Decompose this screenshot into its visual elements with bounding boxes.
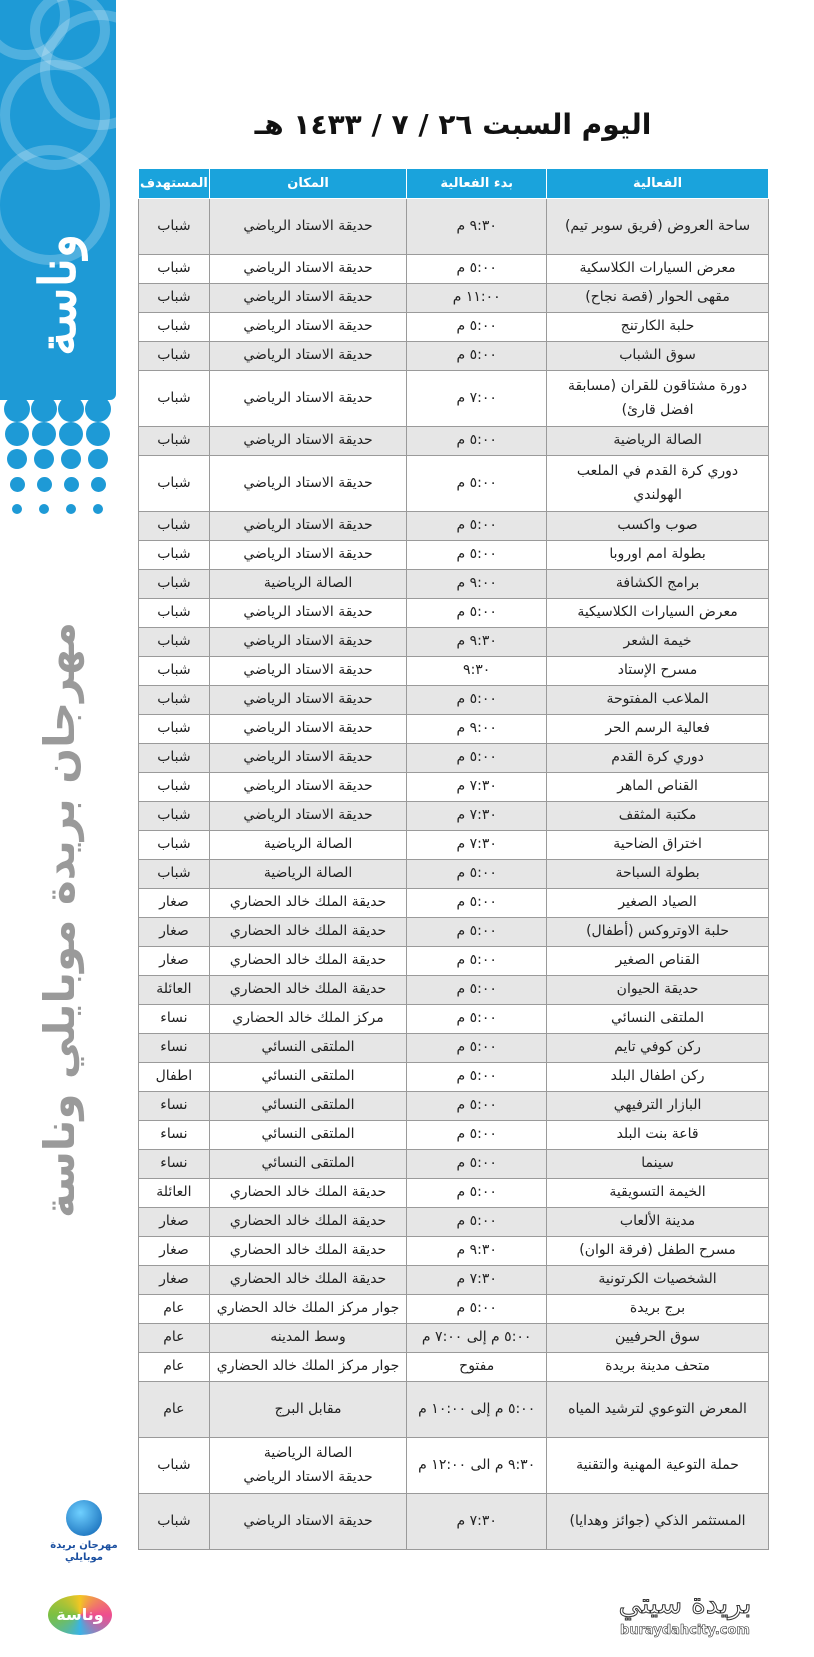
event-name-cell: بطولة السباحة — [547, 860, 769, 889]
wanasa-logo: وناسة — [48, 1595, 112, 1635]
audience-cell: شباب — [139, 342, 210, 371]
start-time-cell: ٥:٠٠ م — [407, 342, 547, 371]
dot — [10, 477, 25, 492]
audience-cell: عام — [139, 1382, 210, 1438]
start-time-cell: ٥:٠٠ م — [407, 541, 547, 570]
start-time-cell: ٩:٣٠ م الى ١٢:٠٠ م — [407, 1438, 547, 1494]
table-row — [139, 1266, 769, 1295]
table-row — [139, 715, 769, 744]
table-row — [139, 541, 769, 570]
audience-cell: صغار — [139, 889, 210, 918]
place-cell: الصالة الرياضية حديقة الاستاد الرياضي — [209, 1438, 406, 1494]
event-name-cell: ركن كوفي تايم — [547, 1034, 769, 1063]
event-name-cell: فعالية الرسم الحر — [547, 715, 769, 744]
place-cell: الملتقى النسائي — [209, 1121, 406, 1150]
table-row — [139, 284, 769, 313]
event-name-cell: البازار الترفيهي — [547, 1092, 769, 1121]
start-time-cell: ٥:٠٠ م — [407, 1005, 547, 1034]
audience-cell: نساء — [139, 1121, 210, 1150]
dot — [85, 396, 111, 422]
place-cell: حديقة الاستاد الرياضي — [209, 456, 406, 512]
events-table — [138, 168, 769, 1550]
table-row — [139, 889, 769, 918]
dot — [12, 504, 22, 514]
event-name-cell: دورة مشتاقون للقران (مسابقة افضل قارئ) — [547, 371, 769, 427]
event-name-cell: مسرح الطفل (فرقة الوان) — [547, 1237, 769, 1266]
audience-cell: شباب — [139, 715, 210, 744]
event-name-cell: القناص الماهر — [547, 773, 769, 802]
header-start: بدء الفعالية — [407, 169, 547, 199]
dot — [7, 449, 27, 469]
dot — [61, 449, 81, 469]
start-time-cell: ٩:٠٠ م — [407, 715, 547, 744]
dot — [66, 504, 76, 514]
table-row — [139, 371, 769, 427]
table-row — [139, 1295, 769, 1324]
table-row — [139, 1438, 769, 1494]
table-row — [139, 1208, 769, 1237]
place-cell: مقابل البرج — [209, 1382, 406, 1438]
start-time-cell: ٥:٠٠ م — [407, 427, 547, 456]
start-time-cell: ٥:٠٠ م — [407, 313, 547, 342]
audience-cell: شباب — [139, 199, 210, 255]
place-cell: الملتقى النسائي — [209, 1063, 406, 1092]
place-cell: حديقة الاستاد الرياضي — [209, 255, 406, 284]
table-row — [139, 1179, 769, 1208]
table-row — [139, 1324, 769, 1353]
audience-cell: شباب — [139, 686, 210, 715]
event-name-cell: دوري كرة القدم في الملعب الهولندي — [547, 456, 769, 512]
event-name-cell: سوق الحرفيين — [547, 1324, 769, 1353]
dot — [58, 396, 84, 422]
audience-cell: شباب — [139, 599, 210, 628]
table-row — [139, 199, 769, 255]
table-row — [139, 570, 769, 599]
start-time-cell: ٥:٠٠ م — [407, 976, 547, 1005]
audience-cell: شباب — [139, 1494, 210, 1550]
dot — [4, 396, 30, 422]
event-name-cell: حملة التوعية المهنية والتقنية — [547, 1438, 769, 1494]
place-cell: حديقة الاستاد الرياضي — [209, 541, 406, 570]
dot — [34, 449, 54, 469]
table-row — [139, 1237, 769, 1266]
place-cell: الملتقى النسائي — [209, 1034, 406, 1063]
audience-cell: العائلة — [139, 976, 210, 1005]
audience-cell: صغار — [139, 918, 210, 947]
event-name-cell: المستثمر الذكي (جوائز وهدايا) — [547, 1494, 769, 1550]
start-time-cell: ٧:٠٠ م — [407, 371, 547, 427]
audience-cell: صغار — [139, 1237, 210, 1266]
table-row — [139, 773, 769, 802]
place-cell: حديقة الاستاد الرياضي — [209, 1494, 406, 1550]
place-cell: جوار مركز الملك خالد الحضاري — [209, 1295, 406, 1324]
event-name-cell: سوق الشباب — [547, 342, 769, 371]
table-row — [139, 947, 769, 976]
table-row — [139, 744, 769, 773]
dot — [88, 449, 108, 469]
place-cell: حديقة الاستاد الرياضي — [209, 427, 406, 456]
place-cell: حديقة الملك خالد الحضاري — [209, 1237, 406, 1266]
audience-cell: شباب — [139, 371, 210, 427]
event-name-cell: خيمة الشعر — [547, 628, 769, 657]
place-cell: حديقة الاستاد الرياضي — [209, 599, 406, 628]
event-name-cell: الملاعب المفتوحة — [547, 686, 769, 715]
audience-cell: شباب — [139, 570, 210, 599]
place-cell: الصالة الرياضية — [209, 831, 406, 860]
audience-cell: اطفال — [139, 1063, 210, 1092]
table-row — [139, 1494, 769, 1550]
header-audience: المستهدف — [139, 169, 210, 199]
place-cell: حديقة الملك خالد الحضاري — [209, 918, 406, 947]
audience-cell: شباب — [139, 456, 210, 512]
start-time-cell: ٥:٠٠ م — [407, 1063, 547, 1092]
start-time-cell: ٥:٠٠ م — [407, 1150, 547, 1179]
start-time-cell: ٩:٣٠ م — [407, 1237, 547, 1266]
place-cell: حديقة الاستاد الرياضي — [209, 371, 406, 427]
event-name-cell: الصالة الرياضية — [547, 427, 769, 456]
start-time-cell: ٥:٠٠ م — [407, 599, 547, 628]
audience-cell: شباب — [139, 860, 210, 889]
audience-cell: عام — [139, 1353, 210, 1382]
event-name-cell: اختراق الضاحية — [547, 831, 769, 860]
place-cell: حديقة الاستاد الرياضي — [209, 686, 406, 715]
dot — [91, 477, 106, 492]
table-row — [139, 456, 769, 512]
event-name-cell: بطولة امم اوروبا — [547, 541, 769, 570]
start-time-cell: ٥:٠٠ م إلى ١٠:٠٠ م — [407, 1382, 547, 1438]
event-name-cell: برامج الكشافة — [547, 570, 769, 599]
audience-cell: شباب — [139, 831, 210, 860]
start-time-cell: ٥:٠٠ م — [407, 1121, 547, 1150]
place-cell: حديقة الملك خالد الحضاري — [209, 947, 406, 976]
start-time-cell: ٥:٠٠ م — [407, 889, 547, 918]
event-name-cell: الخيمة التسويقية — [547, 1179, 769, 1208]
table-row — [139, 831, 769, 860]
place-cell: حديقة الاستاد الرياضي — [209, 284, 406, 313]
place-cell: وسط المدينه — [209, 1324, 406, 1353]
table-body — [139, 199, 769, 1550]
table-row — [139, 427, 769, 456]
table-row — [139, 918, 769, 947]
start-time-cell: ٩:٣٠ م — [407, 628, 547, 657]
event-name-cell: ركن اطفال البلد — [547, 1063, 769, 1092]
event-name-cell: قاعة بنت البلد — [547, 1121, 769, 1150]
audience-cell: صغار — [139, 947, 210, 976]
place-cell: حديقة الملك خالد الحضاري — [209, 1179, 406, 1208]
table-row — [139, 976, 769, 1005]
event-name-cell: حلبة الكارتنج — [547, 313, 769, 342]
audience-cell: نساء — [139, 1092, 210, 1121]
start-time-cell: ٧:٣٠ م — [407, 1494, 547, 1550]
globe-icon — [66, 1500, 102, 1536]
table-row — [139, 512, 769, 541]
brand-script-logo: وناسة — [28, 234, 87, 356]
event-name-cell: الصياد الصغير — [547, 889, 769, 918]
place-cell: حديقة الاستاد الرياضي — [209, 628, 406, 657]
dot — [37, 477, 52, 492]
audience-cell: شباب — [139, 427, 210, 456]
event-name-cell: ساحة العروض (فريق سوبر تيم) — [547, 199, 769, 255]
start-time-cell: ٥:٠٠ م — [407, 947, 547, 976]
place-cell: حديقة الملك خالد الحضاري — [209, 976, 406, 1005]
start-time-cell: ٥:٠٠ م — [407, 1208, 547, 1237]
audience-cell: شباب — [139, 744, 210, 773]
audience-cell: العائلة — [139, 1179, 210, 1208]
dot — [31, 396, 57, 422]
table-row — [139, 860, 769, 889]
start-time-cell: ١١:٠٠ م — [407, 284, 547, 313]
start-time-cell: ٧:٣٠ م — [407, 773, 547, 802]
start-time-cell: مفتوح — [407, 1353, 547, 1382]
table-row — [139, 255, 769, 284]
page-title: اليوم السبت ٢٦ / ٧ / ١٤٣٣ هـ — [254, 108, 652, 141]
audience-cell: شباب — [139, 628, 210, 657]
table-row — [139, 313, 769, 342]
start-time-cell: ٧:٣٠ م — [407, 831, 547, 860]
event-name-cell: حديقة الحيوان — [547, 976, 769, 1005]
table-row — [139, 342, 769, 371]
audience-cell: شباب — [139, 657, 210, 686]
place-cell: حديقة الاستاد الرياضي — [209, 802, 406, 831]
place-cell: الصالة الرياضية — [209, 570, 406, 599]
event-name-cell: مدينة الألعاب — [547, 1208, 769, 1237]
table-row — [139, 1382, 769, 1438]
start-time-cell: ٥:٠٠ م — [407, 456, 547, 512]
place-cell: جوار مركز الملك خالد الحضاري — [209, 1353, 406, 1382]
start-time-cell: ٥:٠٠ م — [407, 512, 547, 541]
event-name-cell: المعرض التوعوي لترشيد المياه — [547, 1382, 769, 1438]
start-time-cell: ٥:٠٠ م — [407, 918, 547, 947]
event-name-cell: برج بريدة — [547, 1295, 769, 1324]
header-place: المكان — [209, 169, 406, 199]
place-cell: الملتقى النسائي — [209, 1150, 406, 1179]
festival-vertical-title: مهرجان بريدة موبايلي وناسة — [35, 621, 84, 1219]
start-time-cell: ٥:٠٠ م — [407, 744, 547, 773]
header-event: الفعالية — [547, 169, 769, 199]
start-time-cell: ٥:٠٠ م — [407, 1179, 547, 1208]
place-cell: حديقة الاستاد الرياضي — [209, 657, 406, 686]
dot — [64, 477, 79, 492]
place-cell: الصالة الرياضية — [209, 860, 406, 889]
event-name-cell: حلبة الاوتروكس (أطفال) — [547, 918, 769, 947]
place-cell: حديقة الاستاد الرياضي — [209, 715, 406, 744]
start-time-cell: ٥:٠٠ م — [407, 1092, 547, 1121]
audience-cell: شباب — [139, 541, 210, 570]
audience-cell: شباب — [139, 284, 210, 313]
site-url: buraydahcity.com — [620, 1623, 750, 1638]
place-cell: حديقة الملك خالد الحضاري — [209, 1208, 406, 1237]
place-cell: حديقة الاستاد الرياضي — [209, 313, 406, 342]
dot — [32, 422, 56, 446]
event-name-cell: سينما — [547, 1150, 769, 1179]
start-time-cell: ٧:٣٠ م — [407, 802, 547, 831]
start-time-cell: ٩:٠٠ م — [407, 570, 547, 599]
audience-cell: عام — [139, 1295, 210, 1324]
start-time-cell: ٥:٠٠ م — [407, 1295, 547, 1324]
event-name-cell: مقهى الحوار (قصة نجاح) — [547, 284, 769, 313]
table-row — [139, 628, 769, 657]
event-name-cell: مسرح الإستاد — [547, 657, 769, 686]
place-cell: حديقة الاستاد الرياضي — [209, 773, 406, 802]
audience-cell: شباب — [139, 255, 210, 284]
audience-cell: صغار — [139, 1266, 210, 1295]
place-cell: حديقة الاستاد الرياضي — [209, 342, 406, 371]
audience-cell: شباب — [139, 773, 210, 802]
table-row — [139, 1121, 769, 1150]
audience-cell: نساء — [139, 1005, 210, 1034]
start-time-cell: ٩:٣٠ م — [407, 199, 547, 255]
table-header-row — [139, 169, 769, 199]
place-cell: حديقة الاستاد الرياضي — [209, 199, 406, 255]
site-logo: بريدة سيتي buraydahcity.com — [600, 1585, 770, 1638]
event-name-cell: صوب واكسب — [547, 512, 769, 541]
table-row — [139, 686, 769, 715]
table-row — [139, 1092, 769, 1121]
audience-cell: شباب — [139, 512, 210, 541]
start-time-cell: ٩:٣٠ — [407, 657, 547, 686]
table-row — [139, 1150, 769, 1179]
table-row — [139, 599, 769, 628]
event-name-cell: متحف مدينة بريدة — [547, 1353, 769, 1382]
dot — [5, 422, 29, 446]
table-row — [139, 1353, 769, 1382]
event-name-cell: الملتقى النسائي — [547, 1005, 769, 1034]
audience-cell: شباب — [139, 1438, 210, 1494]
event-name-cell: القناص الصغير — [547, 947, 769, 976]
audience-cell: شباب — [139, 313, 210, 342]
dot — [93, 504, 103, 514]
event-name-cell: الشخصيات الكرتونية — [547, 1266, 769, 1295]
audience-cell: نساء — [139, 1150, 210, 1179]
table-row — [139, 1034, 769, 1063]
place-cell: حديقة الاستاد الرياضي — [209, 744, 406, 773]
audience-cell: صغار — [139, 1208, 210, 1237]
table-row — [139, 1005, 769, 1034]
festival-logo: مهرجان بريدة موبايلي — [40, 1500, 128, 1580]
start-time-cell: ٧:٣٠ م — [407, 1266, 547, 1295]
place-cell: مركز الملك خالد الحضاري — [209, 1005, 406, 1034]
place-cell: حديقة الملك خالد الحضاري — [209, 889, 406, 918]
table-row — [139, 802, 769, 831]
table-row — [139, 1063, 769, 1092]
event-name-cell: معرض السيارات الكلاسيكية — [547, 599, 769, 628]
start-time-cell: ٥:٠٠ م — [407, 686, 547, 715]
audience-cell: عام — [139, 1324, 210, 1353]
table-row — [139, 657, 769, 686]
dot — [86, 422, 110, 446]
place-cell: الملتقى النسائي — [209, 1092, 406, 1121]
event-name-cell: معرض السيارات الكلاسكية — [547, 255, 769, 284]
start-time-cell: ٥:٠٠ م — [407, 1034, 547, 1063]
audience-cell: شباب — [139, 802, 210, 831]
dot — [39, 504, 49, 514]
start-time-cell: ٥:٠٠ م إلى ٧:٠٠ م — [407, 1324, 547, 1353]
start-time-cell: ٥:٠٠ م — [407, 860, 547, 889]
side-banner — [0, 0, 116, 400]
place-cell: حديقة الاستاد الرياضي — [209, 512, 406, 541]
event-name-cell: دوري كرة القدم — [547, 744, 769, 773]
event-name-cell: مكتبة المثقف — [547, 802, 769, 831]
place-cell: حديقة الملك خالد الحضاري — [209, 1266, 406, 1295]
audience-cell: نساء — [139, 1034, 210, 1063]
start-time-cell: ٥:٠٠ م — [407, 255, 547, 284]
dot — [59, 422, 83, 446]
